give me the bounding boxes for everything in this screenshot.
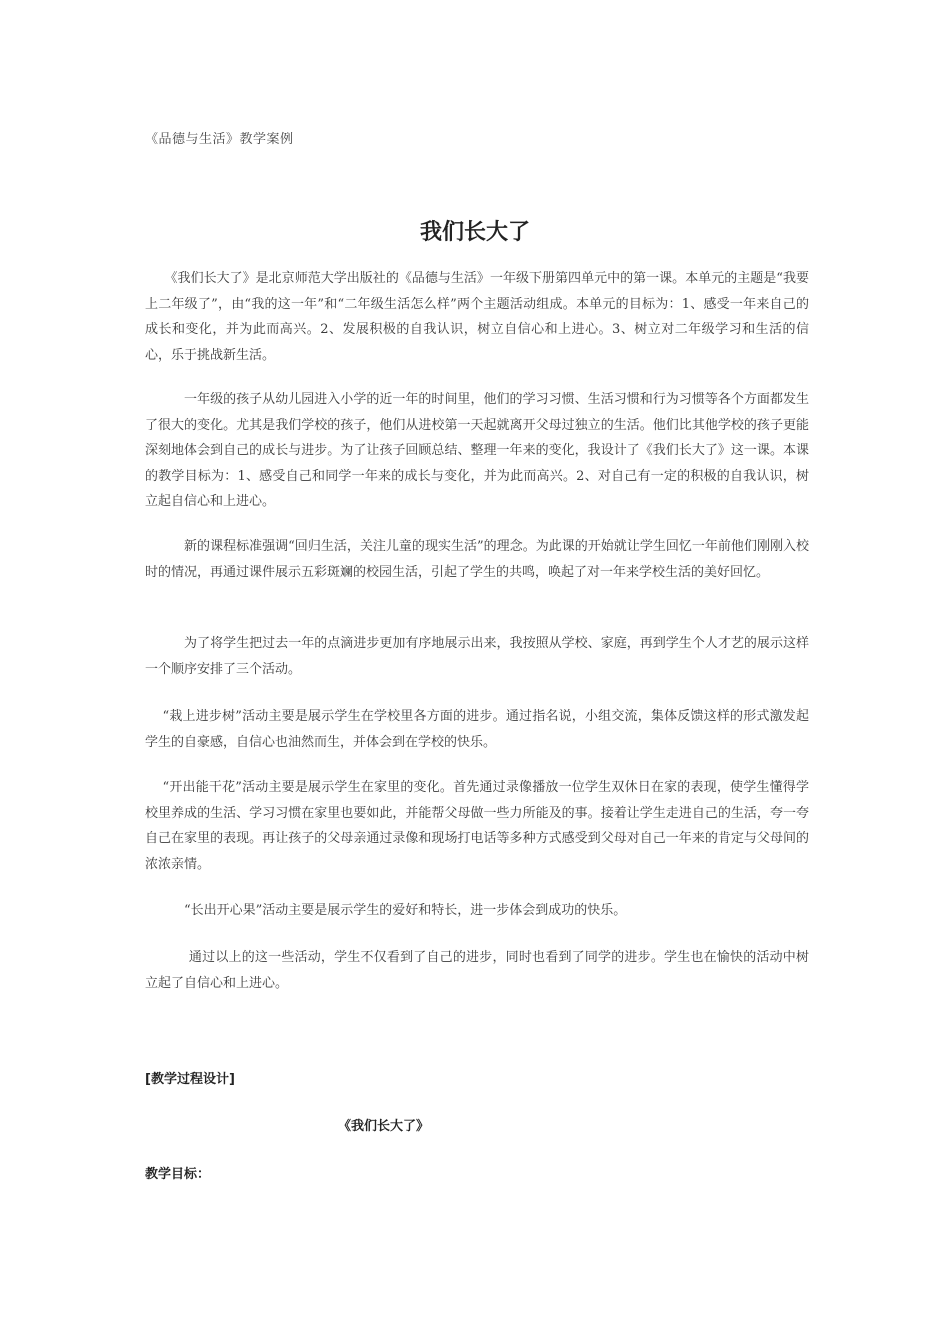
paragraph-curriculum: 新的课程标准强调“回归生活，关注儿童的现实生活”的理念。为此课的开始就让学生回忆一年前他们刚刚入校时的情况，再通过课件展示五彩斑斓的校园生活，引起了学生的共鸣，唤起了对一年来学校生活的美好回忆。 (145, 539, 809, 580)
paragraph-arrangement: 为了将学生把过去一年的点滴进步更加有序地展示出来，我按照从学校、家庭，再到学生个人才艺的展示这样一个顺序安排了三个活动。 (145, 636, 809, 677)
paragraph-summary: 通过以上的这一些活动，学生不仅看到了自己的进步，同时也看到了同学的进步。学生也在愉快的活动中树立起了自信心和上进心。 (145, 950, 809, 991)
paragraph-activity-fruit: “长出开心果”活动主要是展示学生的爱好和特长，进一步体会到成功的快乐。 (145, 903, 627, 918)
document-title: 我们长大了 (419, 220, 530, 245)
paragraph-intro: 《我们长大了》是北京师范大学出版社的《品德与生活》一年级下册第四单元中的第一课。本单元的主题是“我要上二年级了”，由“我的这一年”和“二年级生活怎么样”两个主题活动组成。本单元的目标为：1、感受一年来自己的成长和变化，并为此而高兴。2、发展积极的自我认识，树立自信心和上进心。3、树立对二年级学习和生活的信心，乐于挑战新生活。 (145, 271, 809, 363)
document-header: 《品德与生活》教学案例 (145, 132, 294, 147)
paragraph-activity-tree: “栽上进步树”活动主要是展示学生在学校里各方面的进步。通过指名说，小组交流，集体反馈这样的形式激发起学生的自豪感，自信心也油然而生，并体会到在学校的快乐。 (145, 709, 809, 750)
section-label-process: [教学过程设计] (145, 1072, 235, 1087)
lesson-sub-title: 《我们长大了》 (338, 1119, 430, 1134)
objectives-label: 教学目标： (145, 1167, 211, 1182)
paragraph-background: 一年级的孩子从幼儿园进入小学的近一年的时间里，他们的学习习惯、生活习惯和行为习惯等各个方面都发生了很大的变化。尤其是我们学校的孩子，他们从进校第一天起就离开父母过独立的生活。他们比其他学校的孩子更能深刻地体会到自己的成长与进步。为了让孩子回顾总结、整理一年来的变化，我设计了《我们长大了》这一课。本课的教学目标为：1、感受自己和同学一年来的成长与变化，并为此而高兴。2、对自己有一定的积极的自我认识，树立起自信心和上进心。 (145, 392, 809, 509)
paragraph-activity-flower: “开出能干花”活动主要是展示学生在家里的变化。首先通过录像播放一位学生双休日在家的表现，使学生懂得学校里养成的生活、学习习惯在家里也要如此，并能帮父母做一些力所能及的事。接着让学生走进自己的生活，夸一夸自己在家里的表现。再让孩子的父母亲通过录像和现场打电话等多种方式感受到父母对自己一年来的肯定与父母间的浓浓亲情。 (145, 780, 809, 872)
